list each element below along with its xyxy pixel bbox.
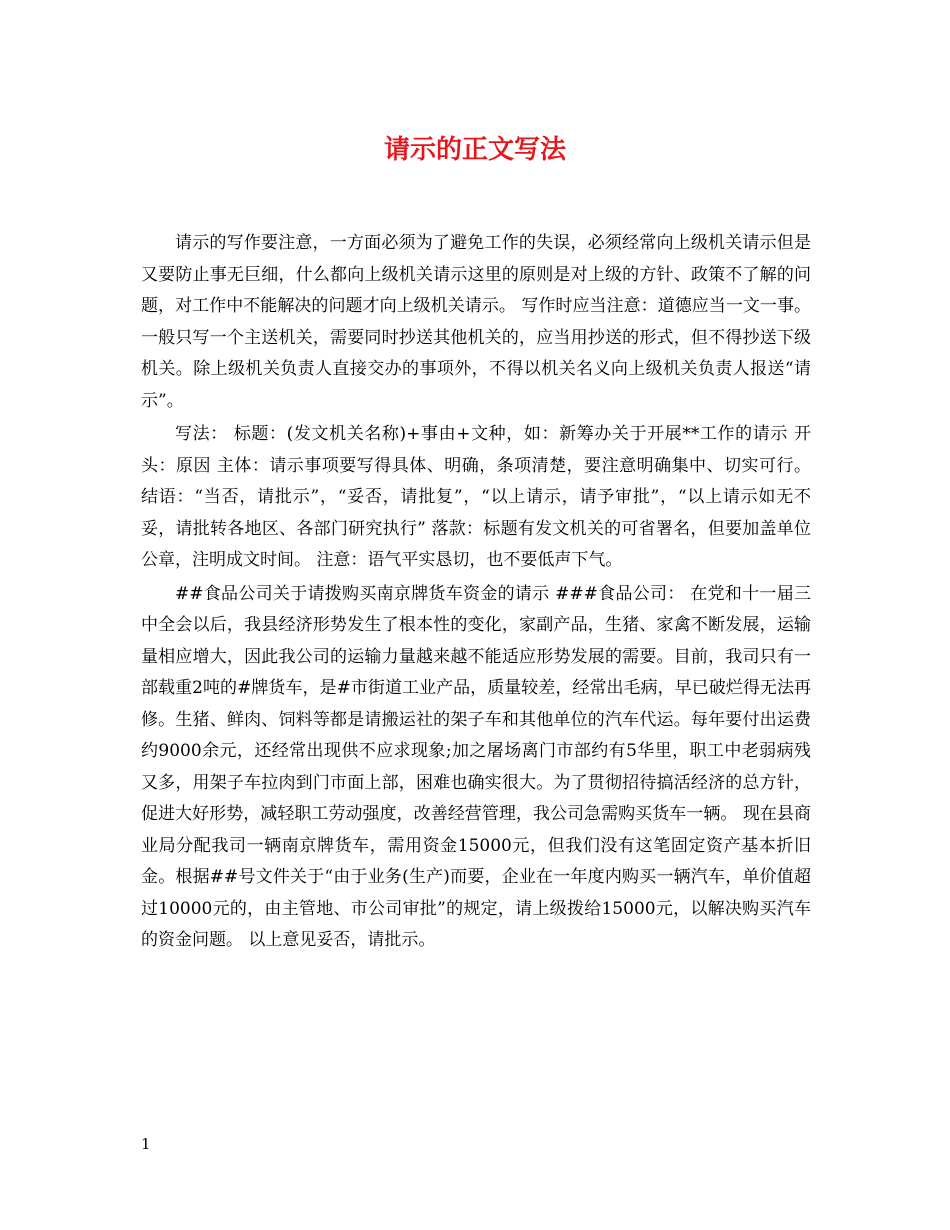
page-number: 1	[141, 1135, 151, 1153]
document-body	[141, 228, 811, 959]
paragraph-writing-method: 写法： 标题：(发文机关名称)+事由+文种，如：新筹办关于开展**工作的请示 开头：原因 主体：请示事项要写得具体、明确，条项清楚，要注意明确集中、切实可行。 结语：“当否，请批示”，“妥否，请批复”，“以上请示，请予审批”，“以上请示如无不妥，请批转各地区、各部门研究执行” 落款：标题有发文机关的可省署名，但要加盖单位公章，注明成文时间。 注意：语气平实恳切，也不要低声下气。	[141, 424, 811, 570]
document-title: 请示的正文写法	[383, 135, 566, 165]
paragraph-example-request: ##食品公司关于请拨购买南京牌货车资金的请示 ###食品公司： 在党和十一届三中全会以后，我县经济形势发生了根本性的变化，家副产品，生猪、家禽不断发展，运输量相应增大，因此我公司的运输力量越来越不能适应形势发展的需要。目前，我司只有一部载重2吨的#牌货车，是#市街道工业产品，质量较差，经常出毛病，早已破烂得无法再修。生猪、鲜肉、饲料等都是请搬运社的架子车和其他单位的汽车代运。每年要付出运费约9000余元，还经常出现供不应求现象;加之屠场离门市部约有5华里，职工中老弱病残又多，用架子车拉肉到门市面上部，困难也确实很大。为了贯彻招待搞活经济的总方针，促进大好形势，减轻职工劳动强度，改善经营管理，我公司急需购买货车一辆。 现在县商业局分配我司一辆南京牌货车，需用资金15000元，但我们没有这笔固定资产基本折旧金。根据##号文件关于“由于业务(生产)而要，企业在一年度内购买一辆汽车，单价值超过10000元的，由主管地、市公司审批”的规定，请上级拨给15000元，以解决购买汽车的资金问题。 以上意见妥否，请批示。	[141, 583, 811, 950]
paragraph-intro: 请示的写作要注意，一方面必须为了避免工作的失误，必须经常向上级机关请示但是又要防止事无巨细，什么都向上级机关请示这里的原则是对上级的方针、政策不了解的问题，对工作中不能解决的问题才向上级机关请示。 写作时应当注意：道德应当一文一事。一般只写一个主送机关，需要同时抄送其他机关的，应当用抄送的形式，但不得抄送下级机关。除上级机关负责人直接交办的事项外，不得以机关名义向上级机关负责人报送“请示”。	[141, 233, 811, 411]
